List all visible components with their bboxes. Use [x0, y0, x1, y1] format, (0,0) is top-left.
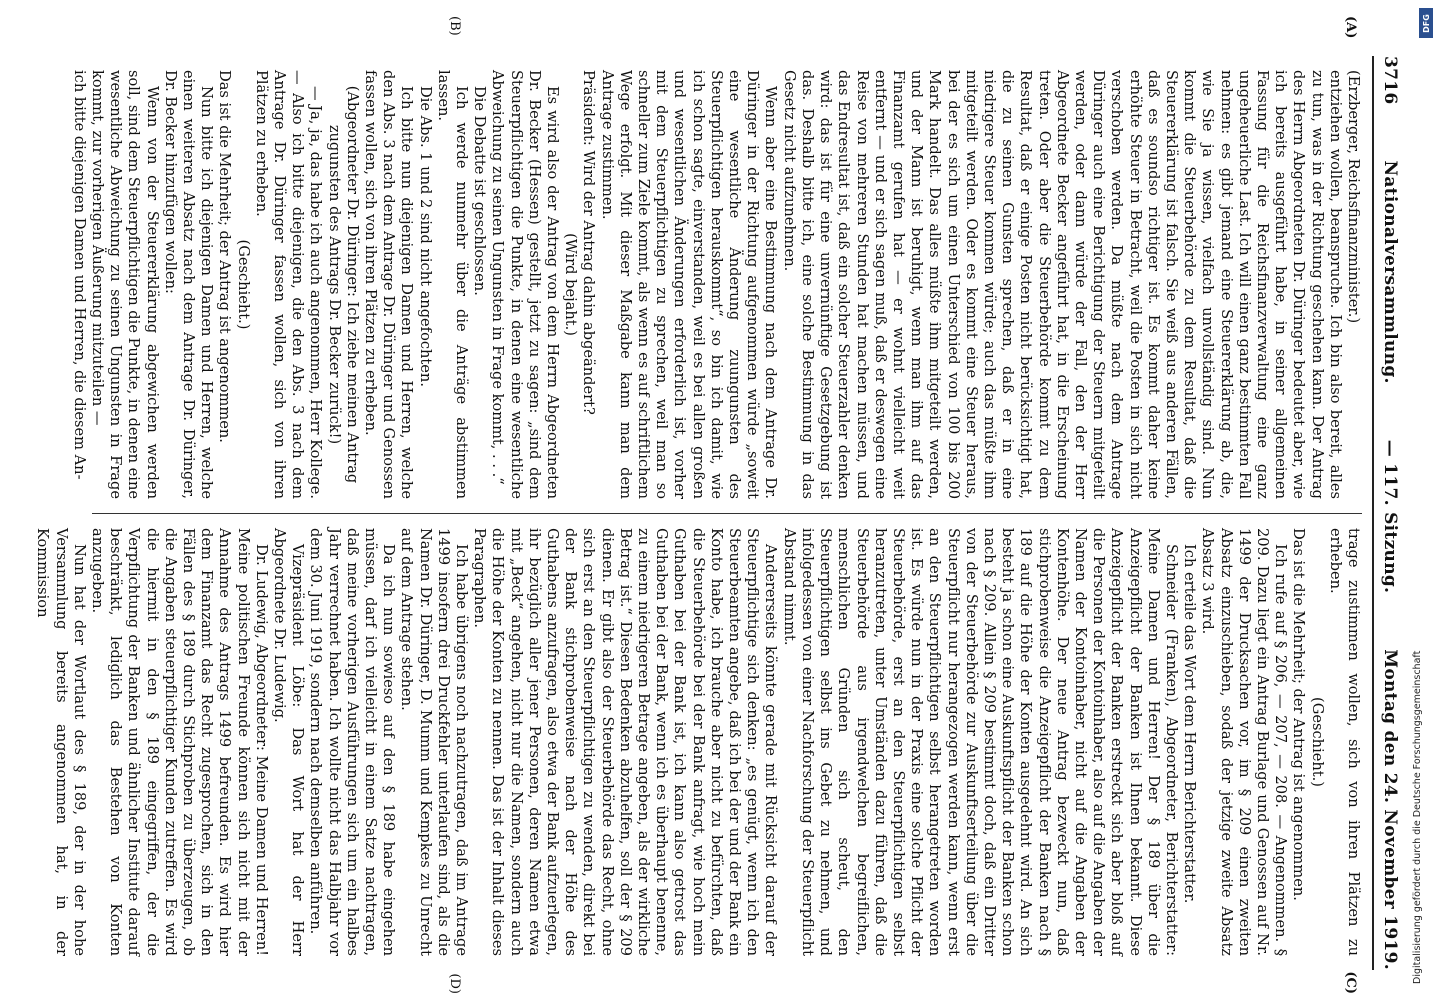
- paragraph: Nun hat der Wortlaut des § 189, der in der hohe Versammlung bereits angenommen hat, in der Kommission: [34, 528, 88, 956]
- page-header: [1372, 56, 1400, 970]
- left-column: [70, 56, 1362, 513]
- paragraph: Das ist die Mehrheit; der Antrag ist angenommen.: [1290, 528, 1308, 901]
- paragraph: Andererseits könnte gerade mit Rücksicht darauf der Steuerpflichtige sich denken: „es genügt, wenn ich den Steuerbeamten angebe, daß ich bei der und der Bank ein Konto habe, ich brauche aber nicht zu befürchten, daß die Steuerbehörde bei der Bank anfragt, wie hoch mein Guthaben bei der Bank ist, ich kann also getrost das Guthaben bei der Bank, wenn ich es überhaupt benenne, zu einem niedrigeren Betrage angeben, als der wirkliche Betrag ist.“ Diesen Bedenken abzuhelfen, soll der § 209 dienen. Er gibt also der Steuerbehörde das Recht, ohne sich erst an den Steuerpflichtigen zu wenden, direkt bei der Bank stichprobenweise nach der Höhe des Guthabens anzufragen, also etwa der Bank aufzuerlegen, ihr bezüglich aller jener Personen, deren Namen etwa mit „Beck“ angehen, nicht nur die Namen, sondern auch die Höhe der Konten zu nennen. Das ist der Inhalt dieses Paragraphen.: [471, 528, 780, 956]
- session-date: Montag den 24. November 1919.: [1380, 649, 1400, 970]
- stage-direction: (Geschieht.): [234, 239, 252, 330]
- paragraph: Das ist die Mehrheit; der Antrag ist angenommen.: [216, 70, 234, 443]
- paragraph: Nun bitte ich diejenigen Damen und Herren, welche einen weiteren Absatz nach dem Antrage Dr. Düringer, Dr. Becker hinzufügen wollen:: [161, 70, 216, 499]
- session-number: — 117. Sitzung.: [1380, 439, 1400, 594]
- paragraph: Schneider (Franken), Abgeordneter, Berichterstatter: Meine Damen und Herren! Der § 189 über die Anzeigepflicht der Banken ist Ihnen bekannt. Diese Anzeigepflicht der Banken erstreckt sich aber bloß auf die Personen der Kontoinhaber, also auf die Angaben der Namen der Kontoinhaber, nicht auf die Angaben der Kontenhöhe. Der neue Antrag bezweckt nun, daß stichprobenweise die Anzeigepflicht der Banken nach § 189 auf die Höhe der Konten ausgedehnt wird. An sich besteht ja schon eine Auskunftspflicht der Banken schon nach § 209. Allein § 209 bestimmt doch, daß ein Dritter von der Steuerbehörde zur Auskunftserteilung über die Steuerpflicht nur herangezogen werden kann, wenn erst an den Steuerpflichtigen selbst herangetreten worden ist. Es würde nun in der Praxis eine solche Pflicht der Steuerbehörde, erst an den Steuerpflichtigen selbst heranzutreten, unter Umständen dazu führen, daß die Steuerbehörde aus irgendwelchen begreiflichen, menschlichen Gründen sich scheut, den Steuerpflichtigen selbst ins Gebet zu nehmen, und infolgedessen von einer Nachforschung der Steuerpflicht Abstand nimmt.: [780, 528, 1180, 956]
- dfg-logo: [1419, 8, 1433, 38]
- paragraph: Wenn von der Steuererklärung abgewichen werden soll, sind dem Steuerpflichtigen die Punkte, in denen eine wesentliche Abweichung zu seinen Ungunsten in Frage kommt, zur vorherigen Äußerung mitzuteilen —: [88, 70, 161, 499]
- paragraph: Es wird also der Antrag von dem Herrn Abgeordneten Dr. Becker (Hessen) gestellt, jetzt zu sagen: „sind dem Steuerpflichtigen die Punkte, in denen eine wesentliche Abweichung zu seinen Ungunsten in Frage kommt, . . .“: [489, 70, 562, 499]
- paragraph: Die Abs. 1 und 2 sind nicht angefochten.: [416, 86, 434, 387]
- page-number: 3716: [1380, 56, 1400, 105]
- paragraph: Vizepräsident Löbe: Das Wort hat der Herr Abgeordnete Dr. Ludewig.: [271, 528, 307, 956]
- paragraph: Präsident: Wird der Antrag dahin abgeändert?: [580, 70, 598, 415]
- paragraph: ich bitte diejenigen Damen und Herren, die diesem An-: [70, 70, 88, 480]
- paragraph: Ich erteile das Wort dem Herrn Berichterstatter.: [1181, 544, 1199, 904]
- margin-mark-c: (C): [1343, 971, 1358, 994]
- dfg-logo-text: DFG: [1421, 13, 1431, 33]
- paragraph: Wenn aber eine Bestimmung nach dem Antrage Dr. Düringer in der Richtung aufgenommen würde „soweit eine wesentliche Änderung zuungunsten des Steuerpflichtigen herauskommt“, so bin ich damit, wie ich schon sagte, einverstanden, weil es bei allen großen und wesentlichen Änderungen erforderlich ist, vorher mit dem Steuerpflichtigen zu sprechen, weil man so schneller zum Ziele kommt, als wenn es auf schriftlichem Wege erfolgt. Mit dieser Maßgabe kann man dem Antrage zustimmen.: [598, 70, 780, 499]
- paragraph: Ich rufe auf § 206, — 207, — 208. — Angenommen. § 209. Dazu liegt ein Antrag Burlage und Genossen auf Nr. 1499 der Drucksachen vor, im § 209 einen zweiten Absatz einzuschieben, sodaß der jetzige zweite Absatz Absatz 3 wird.: [1199, 528, 1290, 956]
- speaker-note: (Erzberger, Reichsfinanzminister.): [1345, 70, 1362, 324]
- digitization-note: Digitalisierung gefördert durch die Deutsche Forschungsgemeinschaft: [1412, 650, 1423, 984]
- margin-mark-a: (A): [1343, 16, 1358, 39]
- paragraph: entziehen wollen, beanspruche. Ich bin also bereit, alles zu tun, was in der Richtung geschehen kann. Der Antrag des Herrn Abgeordneten Dr. Düringer bedeutet aber, wie ich bereits ausgeführt habe, in seiner allgemeinen Fassung für die Reichsfinanzverwaltung eine ganz ungeheuerliche Last. Ich will einen ganz bestimmten Fall nehmen: es gibt jemand eine Steuererklärung ab, die, wie Sie ja wissen, vielfach unvollständig sind. Nun kommt die Steuerbehörde zu dem Resultat, daß die Steuererklärung ist falsch. Sie weiß aus anderen Fällen, daß es soundso richtiger ist. Es kommt daher keine erhöhte Steuer in Betracht, weil die Posten in sich nicht verschoben werden. Da müßte nach dem Antrage Düringer auch eine Berichtigung der Steuern mitgeteilt werden, oder dann würde der Fall, den der Herr Abgeordnete Becker angeführt hat, in die Erscheinung treten. Oder aber die Steuerbehörde kommt zu dem Resultat, daß er einige Posten nicht berücksichtigt hat, die zu seinen Gunsten sprechen, daß er in eine niedrigere Steuer kommen würde; auch das müßte ihm mitgeteilt werden. Oder es kommt eine Steuer heraus, bei der es sich um einen Unterschied von 100 bis 200 Mark handelt. Das alles müßte ihm mitgeteilt werden, und der Mann ist beruhigt, wenn man ihm auf das Finanzamt gerufen hat — er wohnt vielleicht weit entfernt — und er sich sagen muß, daß er deswegen eine Reise von mehreren Stunden hat machen müssen, und das Endresultat ist, daß ein solcher Steuerzahler denken wird: das ist für eine unvernünftige Gesetzgebung ist das. Deshalb bitte ich, eine solche Bestimmung in das Gesetz nicht aufzunehmen.: [780, 70, 1344, 499]
- paragraph: Ich werde nunmehr über die Anträge abstimmen lassen.: [434, 70, 471, 499]
- paragraph: Ich bitte nun diejenigen Damen und Herren, welche den Abs. 3 nach dem Antrage Dr. Düringer und Genossen fassen wollen, sich von ihren Plätzen zu erheben.: [362, 70, 416, 499]
- stage-direction: (Abgeordneter Dr. Düringer: Ich ziehe meinen Antrag zugunsten des Antrags Dr. Becker zurück!): [325, 85, 361, 484]
- paragraph: Da ich nun sowieso auf den § 189 habe eingehen müssen, darf ich vielleicht in einem Satze nachtragen, daß meine vorherigen Ausführungen sich um ein halbes Jahr verrechnet haben. Ich wollte nicht das Halbjahr vor dem 30. Juni 1919, sondern nach demselben anführen.: [307, 528, 398, 956]
- paragraph: — Ja, ja, das habe ich auch angenommen, Herr Kollege. — Also ich bitte diejenigen, die den Abs. 3 nach dem Antrage Dr. Düringer fassen wollen, sich von ihren Plätzen zu erheben.: [252, 70, 325, 499]
- paragraph: Dr. Ludewig, Abgeordneter: Meine Damen und Herren! Meine politischen Freunde können sich nicht mit der Annahme des Antrags 1499 befreunden. Es wird hier dem Finanzamt das Recht zugesprochen, sich in den Fällen des § 189 durch Stichproben zu überzeugen, ob die Angaben steuerpflichtiger Kunden zutreffen. Es wird die hiermit in den § 189 eingegriffen, der die Verpflichtung der Banken und ähnlicher Institute darauf beschränkt, lediglich das Bestehen von Konten anzugeben.: [88, 528, 270, 956]
- right-column: [34, 513, 1362, 970]
- rotated-page-content: [34, 0, 1434, 1000]
- text-columns: [34, 16, 1362, 994]
- paragraph: Die Debatte ist geschlossen.: [471, 86, 489, 296]
- stage-direction: (Wird bejaht.): [562, 233, 580, 336]
- stage-direction: (Geschieht.): [1308, 697, 1326, 787]
- paragraph: Ich habe übrigens noch nachzutragen, daß im Antrage 1499 insofern drei Druckfehler unterlaufen sind, als die Namen Dr. Düringer, D. Mumm und Kempkes zu Unrecht auf dem Antrage stehen.: [398, 528, 471, 956]
- margin-mark-b: (B): [447, 16, 462, 36]
- assembly-title: Nationalversammlung.: [1380, 160, 1400, 384]
- margin-mark-d: (D): [447, 973, 462, 994]
- paragraph: trage zustimmen wollen, sich von ihren Plätzen zu erheben.: [1326, 528, 1362, 956]
